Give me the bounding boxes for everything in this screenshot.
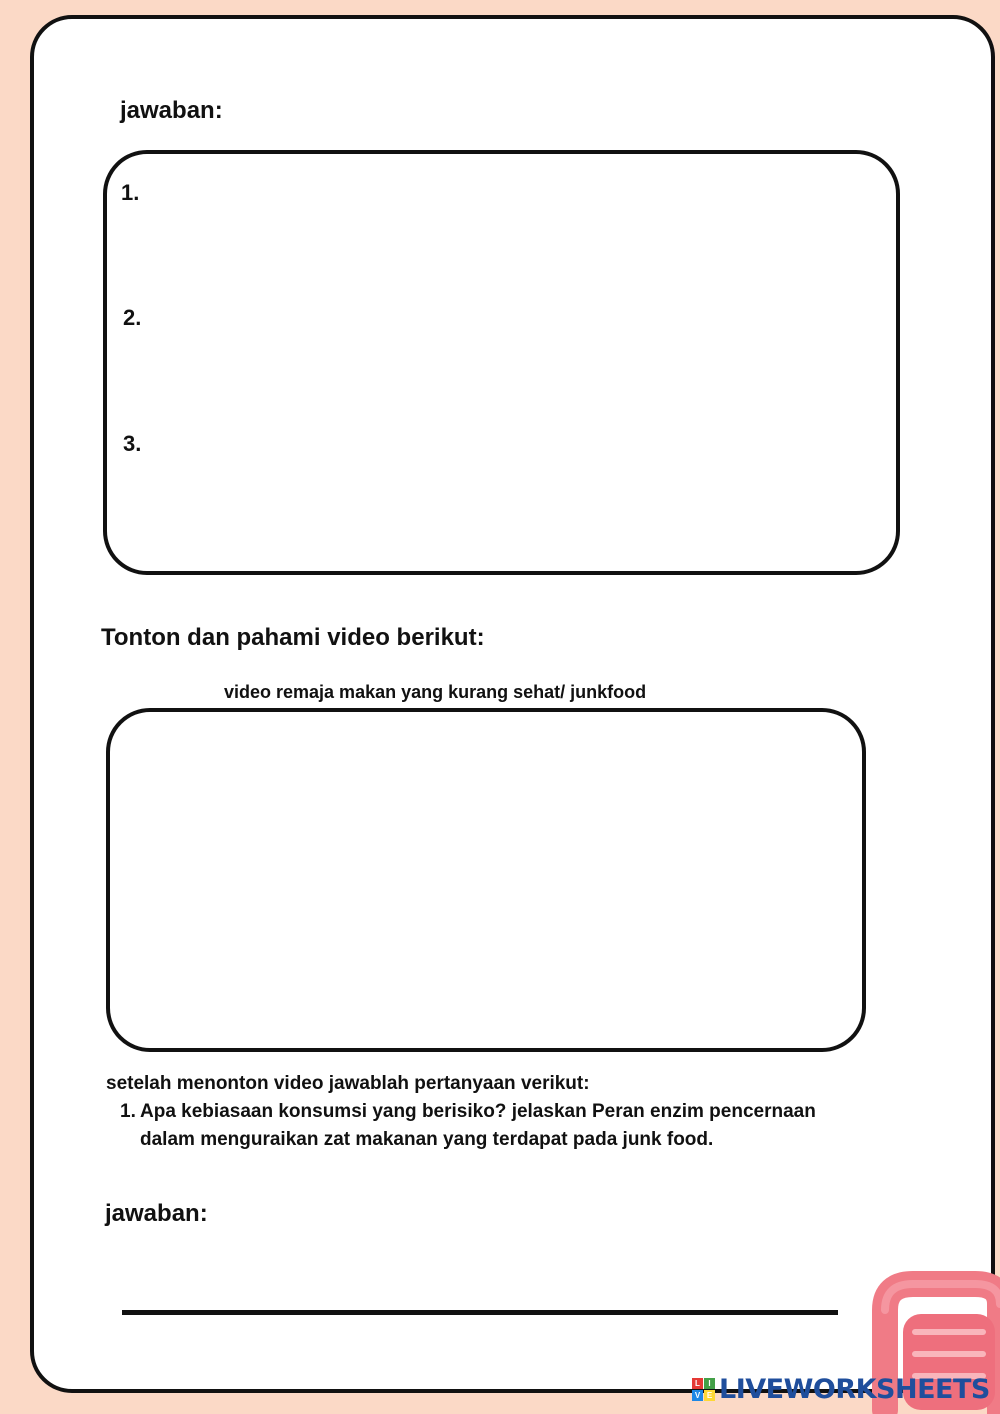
liveworksheets-wordmark: LIVEWORKSHEETS xyxy=(719,1374,990,1405)
questions-intro: setelah menonton video jawablah pertanyaan verikut: xyxy=(106,1073,590,1094)
question-text: Apa kebiasaan konsumsi yang berisiko? jelaskan Peran enzim pencernaan dalam menguraikan zat makanan yang terdapat pada junk food. xyxy=(140,1101,816,1150)
video-heading: Tonton dan pahami video berikut: xyxy=(101,624,485,651)
question-list xyxy=(120,1098,820,1154)
liveworksheets-brand xyxy=(692,1374,990,1405)
video-caption: video remaja makan yang kurang sehat/ junkfood xyxy=(224,682,647,702)
answer-label-bottom: jawaban: xyxy=(105,1200,208,1227)
question-item xyxy=(120,1098,820,1154)
question-number: 1. xyxy=(120,1101,136,1122)
answer-number-3: 3. xyxy=(123,431,142,456)
answer-label-top: jawaban: xyxy=(120,97,223,124)
answer-number-1: 1. xyxy=(121,180,140,205)
liveworksheets-logo-icon xyxy=(692,1378,715,1401)
logo-letter-e: E xyxy=(704,1390,715,1401)
answer-line[interactable] xyxy=(122,1310,838,1315)
logo-letter-v: V xyxy=(692,1390,703,1401)
answer-number-2: 2. xyxy=(123,305,142,330)
video-frame[interactable] xyxy=(106,708,866,1052)
logo-letter-l: L xyxy=(692,1378,703,1389)
logo-letter-i: I xyxy=(704,1378,715,1389)
answer-box[interactable] xyxy=(103,150,900,575)
